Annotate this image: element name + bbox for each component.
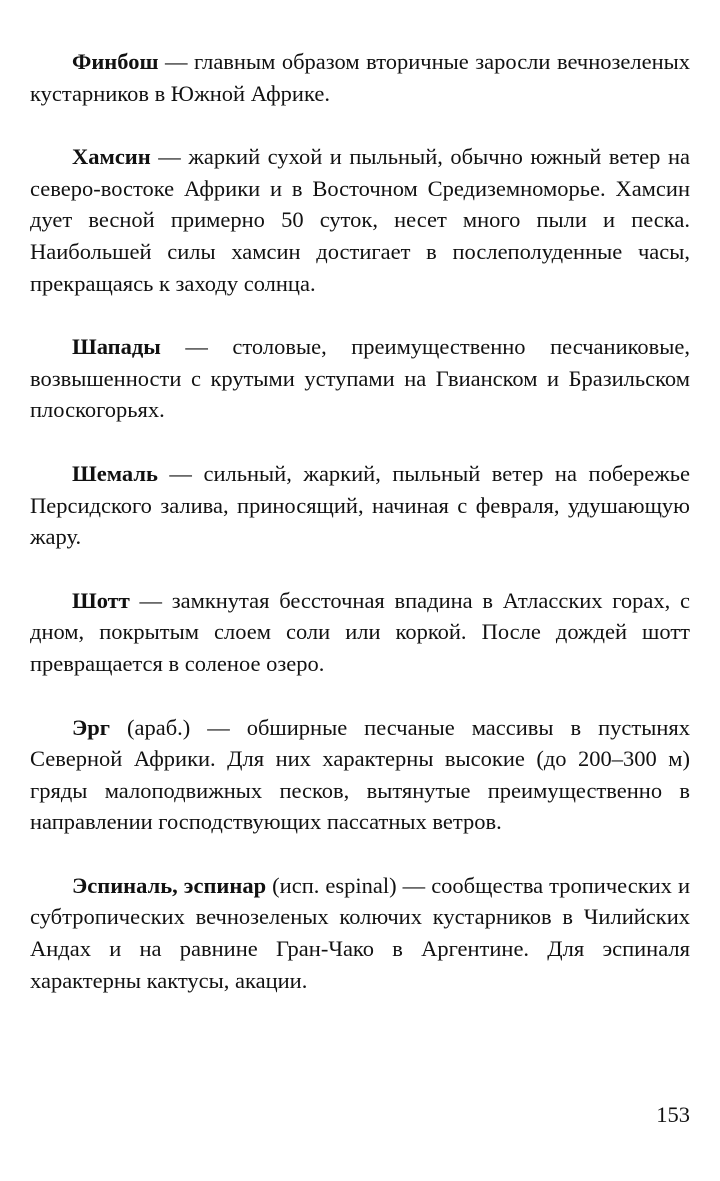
glossary-term: Шотт [72,587,130,613]
glossary-entry-shapady [30,331,690,426]
glossary-entry-shott [30,585,690,680]
glossary-qualifier: (араб.) [110,714,191,740]
glossary-term: Эрг [72,714,110,740]
glossary-qualifier: (исп. espinal) [266,872,397,898]
glossary-definition: — главным образом вторичные заросли вечнозеленых кустарников в Южной Африке. [30,49,690,106]
glossary-entry-shemal [30,458,690,553]
glossary-definition: — сильный, жаркий, пыльный ветер на побережье Персидского залива, приносящий, начиная с февраля, удушающую жару. [30,460,690,550]
glossary-definition: — обширные песчаные массивы в пустынях Северной Африки. Для них характерны высокие (до 200–300 м) гряды малоподвижных песков, вытянутые преимущественно в направлении господствующих пассатных ветров. [30,714,690,835]
glossary-entry-espinal [30,870,690,996]
glossary-term: Финбош [72,49,159,74]
glossary-term: Хамсин [72,144,151,170]
glossary-entry-erg [30,712,690,838]
page-number: 153 [656,1102,690,1127]
glossary-definition: — столовые, преимущественно песчаниковые, возвышенности с крутыми уступами на Гвианском и Бразильском плоскогорьях. [30,334,690,423]
glossary-entry-khamsin [30,141,690,299]
glossary-definition: — сообщества тропических и субтропических вечнозеленых колючих кустарников в Чилийских Андах и на равнине Гран-Чако в Аргентине. Для эспиналя характерны кактусы, акации. [30,872,690,993]
glossary-term: Шапады [72,334,161,360]
glossary-entry-finbosh [30,46,690,109]
glossary-term: Шемаль [72,460,158,486]
glossary-page [30,46,690,1028]
glossary-term: Эспиналь, эспинар [72,872,267,898]
glossary-definition: — жаркий сухой и пыльный, обычно южный ветер на северо-востоке Африки и в Восточном Средиземноморье. Хамсин дует весной примерно 50 суток, несет много пыли и песка. Наибольшей силы хамсин достигает в послеполуденные часы, прекращаясь к заходу солнца. [30,144,690,296]
glossary-definition: — замкнутая бессточная впадина в Атласских горах, с дном, покрытым слоем соли или коркой. После дождей шотт превращается в соленое озеро. [30,587,690,676]
